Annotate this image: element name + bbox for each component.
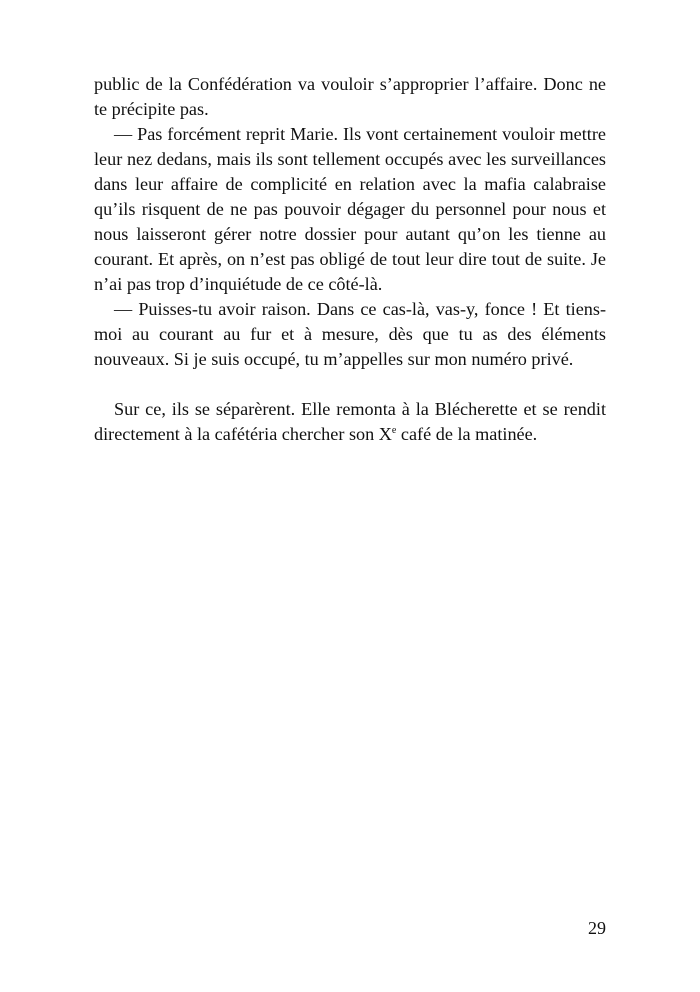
text-fragment: directement à la cafétéria chercher son X bbox=[94, 424, 392, 444]
text-line: public de la Confédération va vouloir s’approprier l’affaire. Donc ne bbox=[94, 74, 606, 94]
page-number: 29 bbox=[588, 918, 606, 938]
body-text bbox=[94, 72, 606, 447]
text-line: n’ai pas trop d’inquiétude de ce côté-là. bbox=[94, 274, 383, 294]
text-line bbox=[94, 422, 606, 447]
text-line: — Pas forcément reprit Marie. Ils vont certainement vouloir mettre bbox=[114, 124, 606, 144]
paragraph bbox=[94, 72, 606, 122]
text-line: qu’ils risquent de ne pas pouvoir dégager du personnel pour nous et bbox=[94, 199, 606, 219]
text-line: Sur ce, ils se séparèrent. Elle remonta à la Blécherette et se rendit bbox=[114, 399, 606, 419]
paragraph-spacer bbox=[94, 372, 606, 397]
text-line: te précipite pas. bbox=[94, 99, 209, 119]
superscript: e bbox=[391, 425, 397, 436]
narrative-paragraph bbox=[94, 397, 606, 447]
text-line: nous laisseront gérer notre dossier pour autant qu’on les tienne au bbox=[94, 224, 606, 244]
text-line: nouveaux. Si je suis occupé, tu m’appelles sur mon numéro privé. bbox=[94, 349, 574, 369]
text-line: leur nez dedans, mais ils sont tellement occupés avec les surveillances bbox=[94, 149, 606, 169]
text-line: — Puisses-tu avoir raison. Dans ce cas-là, vas-y, fonce ! Et tiens- bbox=[114, 299, 606, 319]
text-line: moi au courant au fur et à mesure, dès que tu as des éléments bbox=[94, 324, 606, 344]
text-fragment: café de la matinée. bbox=[396, 424, 538, 444]
dialogue-paragraph bbox=[94, 297, 606, 372]
text-line: courant. Et après, on n’est pas obligé de tout leur dire tout de suite. Je bbox=[94, 249, 606, 269]
dialogue-paragraph bbox=[94, 122, 606, 297]
text-line: dans leur affaire de complicité en relation avec la mafia calabraise bbox=[94, 174, 606, 194]
